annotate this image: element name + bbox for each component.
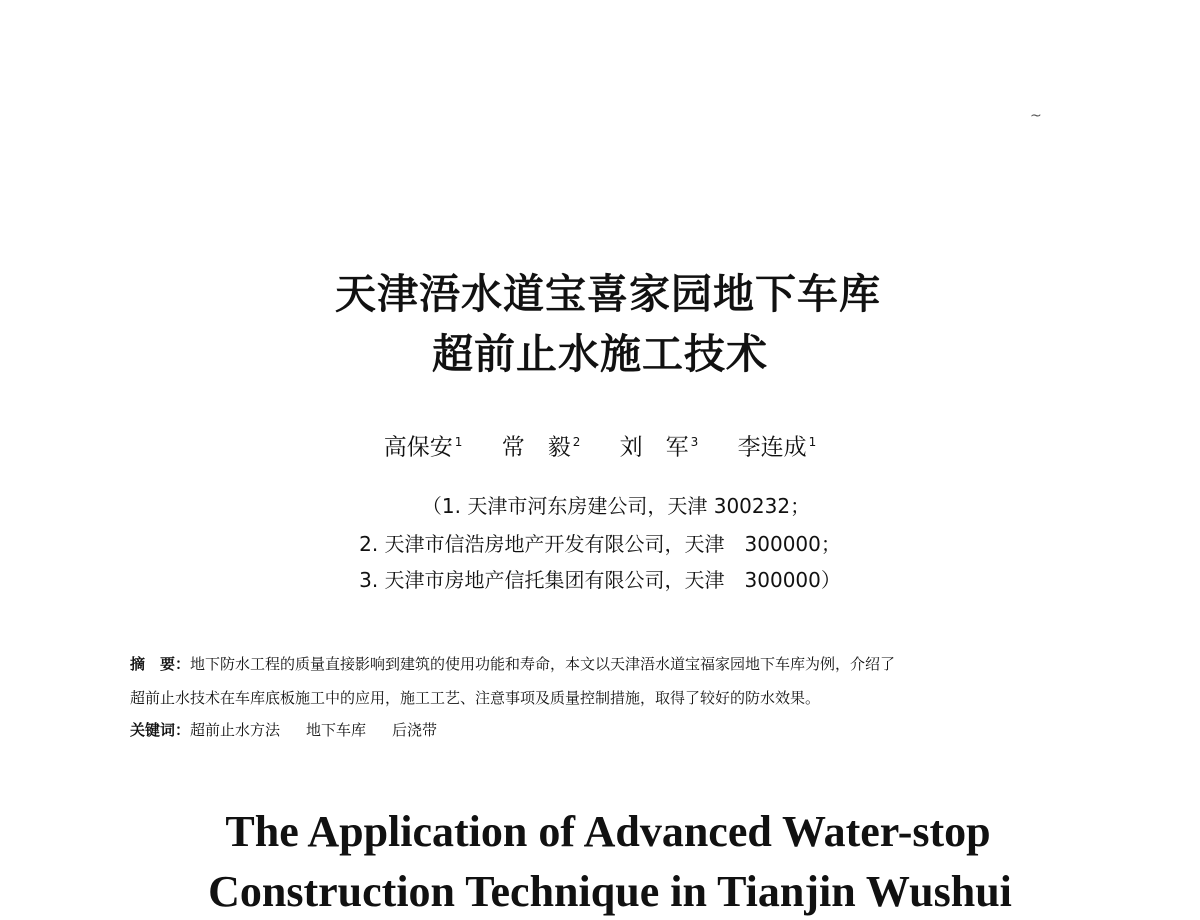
abstract-line-1 (130, 657, 1090, 672)
affiliation-3: 3. 天津市房地产信托集团有限公司，天津 300000） (359, 568, 841, 592)
abstract-text-1: 地下防水工程的质量直接影响到建筑的使用功能和寿命，本文以天津浯水道宝福家园地下车库为例，介绍了 (190, 655, 896, 673)
affiliation-2: 2. 天津市信浩房地产开发有限公司，天津 300000； (359, 532, 841, 556)
keyword: 地下车库 (306, 721, 367, 739)
english-title-line-1: The Application of Advanced Water-stop (225, 807, 991, 856)
author-affiliation-index: 1 (808, 435, 817, 449)
abstract-label: 摘 要： (130, 655, 191, 673)
author-name: 高保安 (383, 434, 453, 461)
author (502, 436, 581, 460)
english-title-line-2: Construction Technique in Tianjin Wushui (208, 867, 1012, 916)
author (738, 436, 817, 460)
chinese-title-line-1: 天津浯水道宝喜家园地下车库 (335, 270, 881, 318)
author-name: 常 毅 (501, 434, 571, 461)
keywords-line (130, 723, 1090, 738)
author (384, 436, 463, 460)
chinese-title-line-2: 超前止水施工技术 (432, 330, 768, 378)
author (620, 436, 699, 460)
author-name: 刘 军 (619, 434, 689, 461)
author-name: 李连成 (737, 434, 807, 461)
scan-artifact-mark: ~ (1030, 108, 1042, 124)
affiliation-1: （1. 天津市河东房建公司，天津 300232； (421, 494, 811, 518)
keyword: 超前止水方法 (190, 721, 281, 739)
abstract-line-2: 超前止水技术在车库底板施工中的应用，施工工艺、注意事项及质量控制措施，取得了较好的防水效果。 (130, 689, 821, 707)
author-list (0, 436, 1200, 460)
keyword: 后浇带 (392, 721, 438, 739)
author-affiliation-index: 1 (454, 435, 463, 449)
author-affiliation-index: 3 (690, 435, 699, 449)
author-affiliation-index: 2 (572, 435, 581, 449)
keywords-label: 关键词： (130, 721, 191, 739)
